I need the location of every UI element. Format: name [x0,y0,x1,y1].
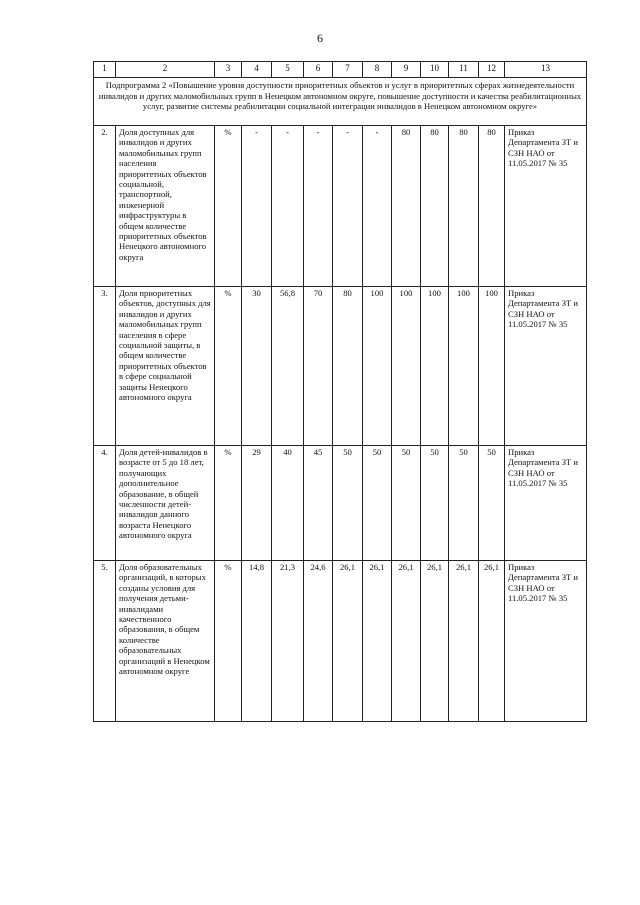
table-row [94,287,587,446]
unit-cell: % [215,561,242,722]
header-cell: 7 [333,62,363,78]
page-number: 6 [317,31,323,45]
header-cell: 2 [116,62,215,78]
value-cell: 26,1 [363,561,392,722]
value-cell: 100 [363,287,392,446]
value-cell: 26,1 [392,561,421,722]
value-cell: 50 [333,446,363,561]
value-cell: - [272,126,304,287]
header-cell: 6 [304,62,333,78]
table-row [94,126,587,287]
value-cell: - [363,126,392,287]
table-row [94,561,587,722]
row-number: 3. [94,287,116,446]
subprogram-title: Подпрограмма 2 «Повышение уровня доступности приоритетных объектов и услуг в приоритетных сферах жизнедеятельности инвалидов и других маломобильных групп в Ненецком автономном округе, повышение доступности и качества реабилитационных услуг, развитие системы реабилитации социальной интеграции инвалидов в Ненецком автономном округе» [94,78,587,126]
header-cell: 11 [449,62,479,78]
indicator-name: Доля образовательных организаций, в которых созданы условия для получения детьми-инвалидами качественного образования, в общем количестве образовательных организаций в Ненецком автономном округе [116,561,215,722]
header-cell: 1 [94,62,116,78]
indicator-name: Доля детей-инвалидов в возрасте от 5 до 18 лет, получающих дополнительное образование, в общей численности детей-инвалидов данного возраста Ненецкого автономного округа [116,446,215,561]
column-number-header-row [94,62,587,78]
value-cell: 50 [421,446,449,561]
value-cell: 40 [272,446,304,561]
source-document: Приказ Департамента ЗТ и СЗН НАО от 11.05.2017 № 35 [505,446,587,561]
header-cell: 3 [215,62,242,78]
value-cell: 21,3 [272,561,304,722]
value-cell: 80 [421,126,449,287]
value-cell: 100 [479,287,505,446]
value-cell: - [242,126,272,287]
header-cell: 8 [363,62,392,78]
value-cell: 24,6 [304,561,333,722]
row-number: 2. [94,126,116,287]
value-cell: 26,1 [449,561,479,722]
value-cell: 80 [333,287,363,446]
unit-cell: % [215,446,242,561]
indicator-name: Доля приоритетных объектов, доступных для инвалидов и других маломобильных групп населения в сфере социальной защиты, в общем количестве приоритетных объектов в сфере социальной защиты Ненецкого автономного округа [116,287,215,446]
value-cell: 29 [242,446,272,561]
row-number: 4. [94,446,116,561]
value-cell: 56,8 [272,287,304,446]
header-cell: 12 [479,62,505,78]
value-cell: 45 [304,446,333,561]
header-cell: 5 [272,62,304,78]
value-cell: - [333,126,363,287]
value-cell: 26,1 [421,561,449,722]
value-cell: 80 [479,126,505,287]
value-cell: 50 [449,446,479,561]
header-cell: 4 [242,62,272,78]
header-cell: 9 [392,62,421,78]
value-cell: 50 [479,446,505,561]
subprogram-row [94,78,587,126]
value-cell: 100 [392,287,421,446]
value-cell: 50 [392,446,421,561]
value-cell: 100 [449,287,479,446]
row-number: 5. [94,561,116,722]
header-cell: 10 [421,62,449,78]
value-cell: 14,8 [242,561,272,722]
value-cell: 80 [449,126,479,287]
unit-cell: % [215,287,242,446]
source-document: Приказ Департамента ЗТ и СЗН НАО от 11.05.2017 № 35 [505,561,587,722]
value-cell: - [304,126,333,287]
source-document: Приказ Департамента ЗТ и СЗН НАО от 11.05.2017 № 35 [505,126,587,287]
unit-cell: % [215,126,242,287]
value-cell: 30 [242,287,272,446]
value-cell: 50 [363,446,392,561]
table-row [94,446,587,561]
value-cell: 70 [304,287,333,446]
indicators-table [93,61,587,722]
header-cell: 13 [505,62,587,78]
value-cell: 26,1 [333,561,363,722]
value-cell: 80 [392,126,421,287]
value-cell: 26,1 [479,561,505,722]
source-document: Приказ Департамента ЗТ и СЗН НАО от 11.05.2017 № 35 [505,287,587,446]
indicator-name: Доля доступных для инвалидов и других маломобильных групп населения приоритетных объектов социальной, транспортной, инженерной инфраструктуры в общем количестве приоритетных объектов Ненецкого автономного округа [116,126,215,287]
value-cell: 100 [421,287,449,446]
